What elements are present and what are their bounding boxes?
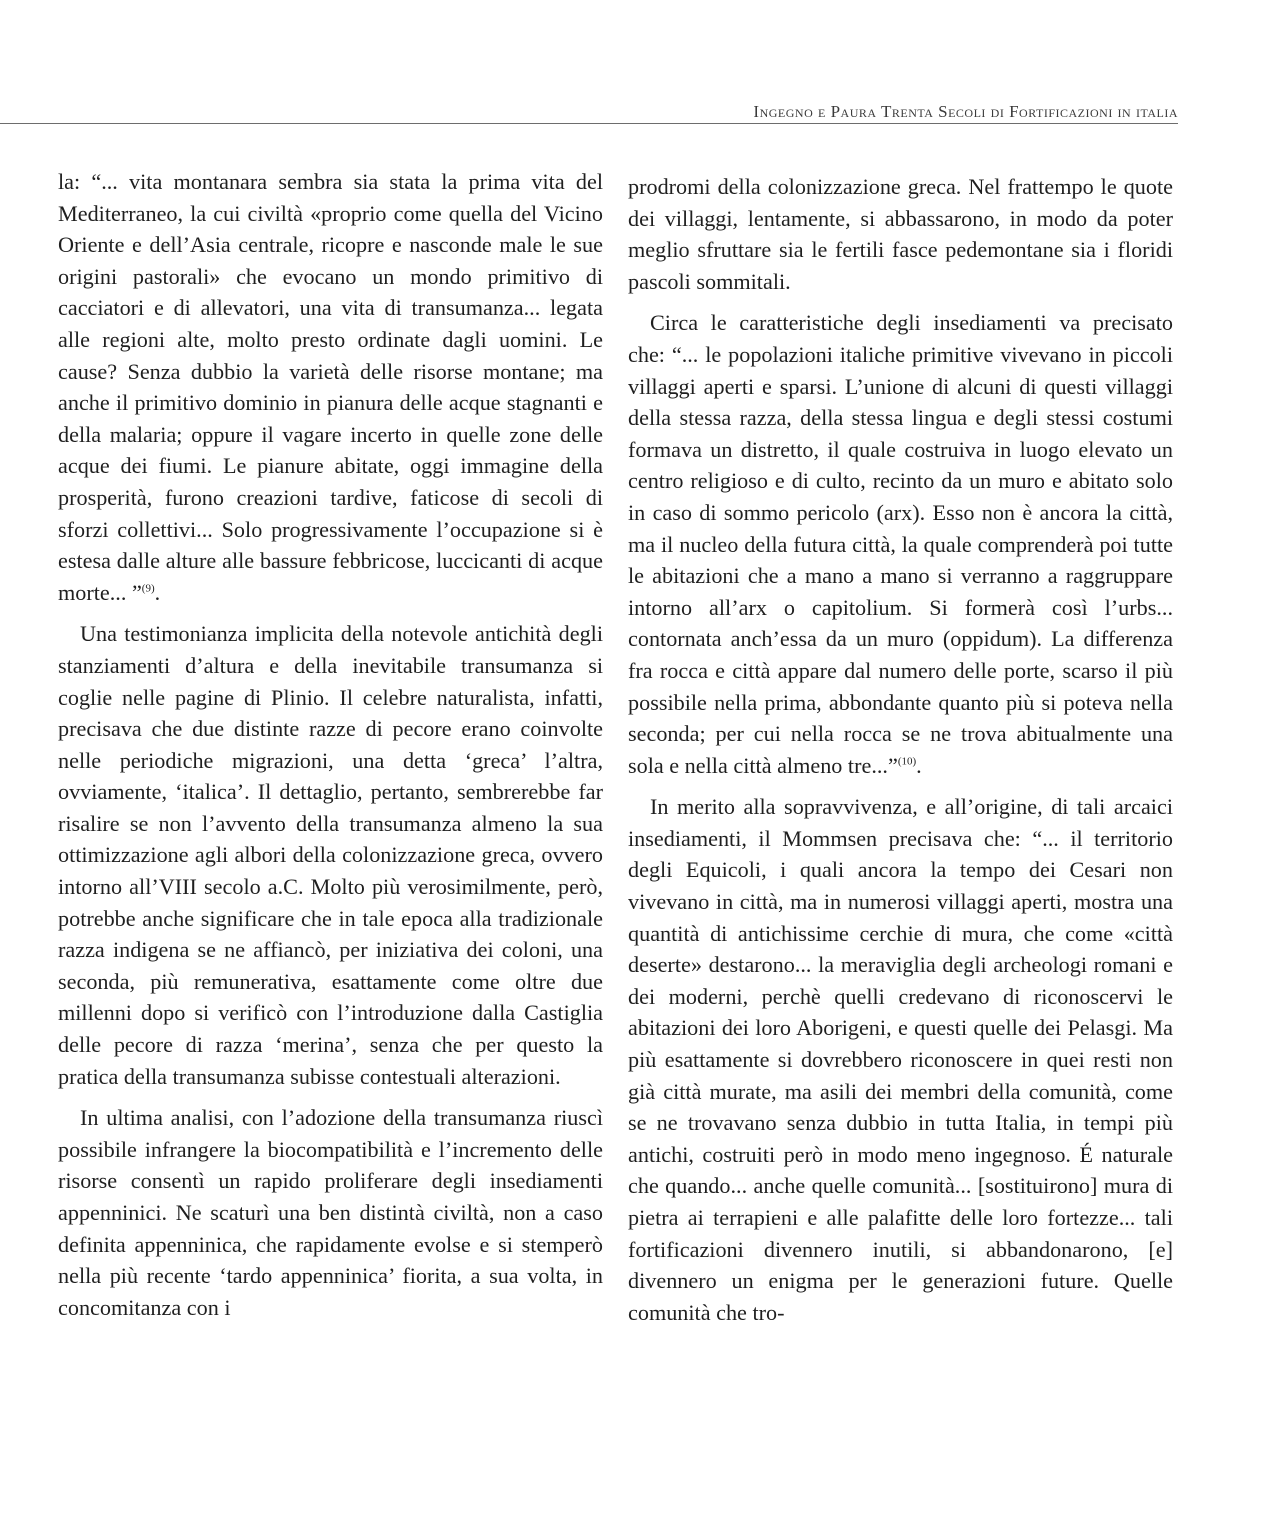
header-rule [0,123,1178,124]
paragraph-left-1 [58,166,603,608]
paragraph-left-3: In ultima analisi, con l’adozione della transumanza riuscì possibile infrangere la biocompatibilità e l’incremento delle risorse consentì un rapido proliferare degli insediamenti appenninici. Ne scaturì una ben distintà civiltà, non a caso definita appenninica, che rapidamente evolse e si stemperò nella più recente ‘tardo appenninica’ fiorita, a sua volta, in concomitanza con i [58,1105,603,1320]
paragraph-right-2 [628,307,1173,781]
paragraph-left-2: Una testimonianza implicita della notevole antichità degli stanziamenti d’altura e della inevitabile transumanza si coglie nelle pagine di Plinio. Il celebre naturalista, infatti, precisava che due distinte razze di pecore erano coinvolte nelle periodiche migrazioni, una detta ‘greca’ l’altra, ovviamente, ‘italica’. Il dettaglio, pertanto, sembrerebbe far risalire se non l’avvento della transumanza almeno la sua ottimizzazione agli albori della colonizzazione greca, ovvero intorno all’VIII secolo a.C. Molto più verosimilmente, però, potrebbe anche significare che in tale epoca alla tradizionale razza indigena se ne affiancò, per iniziativa dei coloni, una seconda, più remunerativa, esattamente come oltre due millenni dopo si verificò con l’introduzione dalla Castiglia delle pecore di razza ‘merina’, senza che per questo la pratica della transumanza subisse contestuali alterazioni. [58,621,603,1089]
running-header [0,96,1178,124]
left-column [58,166,603,1333]
paragraph-left-1-text: la: “... vita montanara sembra sia stata la prima vita del Mediterraneo, la cui civiltà «proprio come quella del Vicino Oriente e dell’Asia centrale, ricopre e nasconde male le sue origini pastorali» che evocano un mondo primitivo di cacciatori e di allevatori, una vita di transumanza... legata alle regioni alte, molto presto ordinate dagli uomini. Le cause? Senza dubbio la varietà delle risorse montane; ma anche il primitivo dominio in pianura delle acque stagnanti e della malaria; oppure il vagare incerto in quelle zone delle acque dei fiumi. Le pianure abitate, oggi immagine della prosperità, furono creazioni tardive, faticose di secoli di sforzi collettivi... Solo progressivamente l’occupazione si è estesa dalle alture alle bassure febbricose, luccicanti di acque morte... ” [58,169,603,605]
paragraph-left-1-end: . [154,579,161,605]
paragraph-right-2-end: . [916,752,922,778]
right-column [628,171,1173,1338]
footnote-ref-10: (10) [897,755,917,768]
running-title: Ingegno e Paura Trenta Secoli di Fortificazioni in italia [753,102,1178,121]
paragraph-right-2-text: Circa le caratteristiche degli insediamenti va precisato che: “... le popolazioni italiche primitive vivevano in piccoli villaggi aperti e sparsi. L’unione di alcuni di questi villaggi della stessa razza, della stessa lingua e degli stessi costumi formava un distretto, il quale costruiva in luogo elevato un centro religioso e di culto, recinto da un muro e abitato solo in caso di sommo pericolo (arx). Esso non è ancora la città, ma il nucleo della futura città, la quale comprenderà poi tutte le abitazioni che a mano a mano si verranno a raggruppare intorno all’arx o capitolium. Si formerà così l’urbs... contornata anch’essa da un muro (oppidum). La differenza fra rocca e città appare dal numero delle porte, scarso il più possibile nella prima, abbondante quanto più si poteva nella seconda; per cui nella rocca se ne trova abitualmente una sola e nella città almeno tre...” [628,310,1173,778]
paragraph-right-1: prodromi della colonizzazione greca. Nel frattempo le quote dei villaggi, lentamente, si abbassarono, in modo da poter meglio sfruttare sia le fertili fasce pedemontane sia i floridi pascoli sommitali. [628,174,1173,294]
paragraph-right-3: In merito alla sopravvivenza, e all’origine, di tali arcaici insediamenti, il Mommsen precisava che: “... il territorio degli Equicoli, i quali ancora la tempo dei Cesari non vivevano in città, ma in numerosi villaggi aperti, mostra una quantità di antichissime cerchie di mura, che come «città deserte» destarono... la meraviglia degli archeologi romani e dei moderni, perchè quelli credevano di riconoscervi le abitazioni dei loro Aborigeni, e questi quelle dei Pelasgi. Ma più esattamente si dovrebbero riconoscere in quei resti non già città murate, ma asili dei membri della comunità, come se ne trovavano senza dubbio in tutta Italia, in tempi più antichi, costruiti però in modo meno ingegnoso. É naturale che quando... anche quelle comunità... [sostituirono] mura di pietra ai terrapieni e alle palafitte delle loro fortezze... tali fortificazioni divennero inutili, si abbandonarono, [e] divennero un enigma per le generazioni future. Quelle comunità che tro- [628,794,1173,1325]
footnote-ref-9: (9) [141,582,155,595]
